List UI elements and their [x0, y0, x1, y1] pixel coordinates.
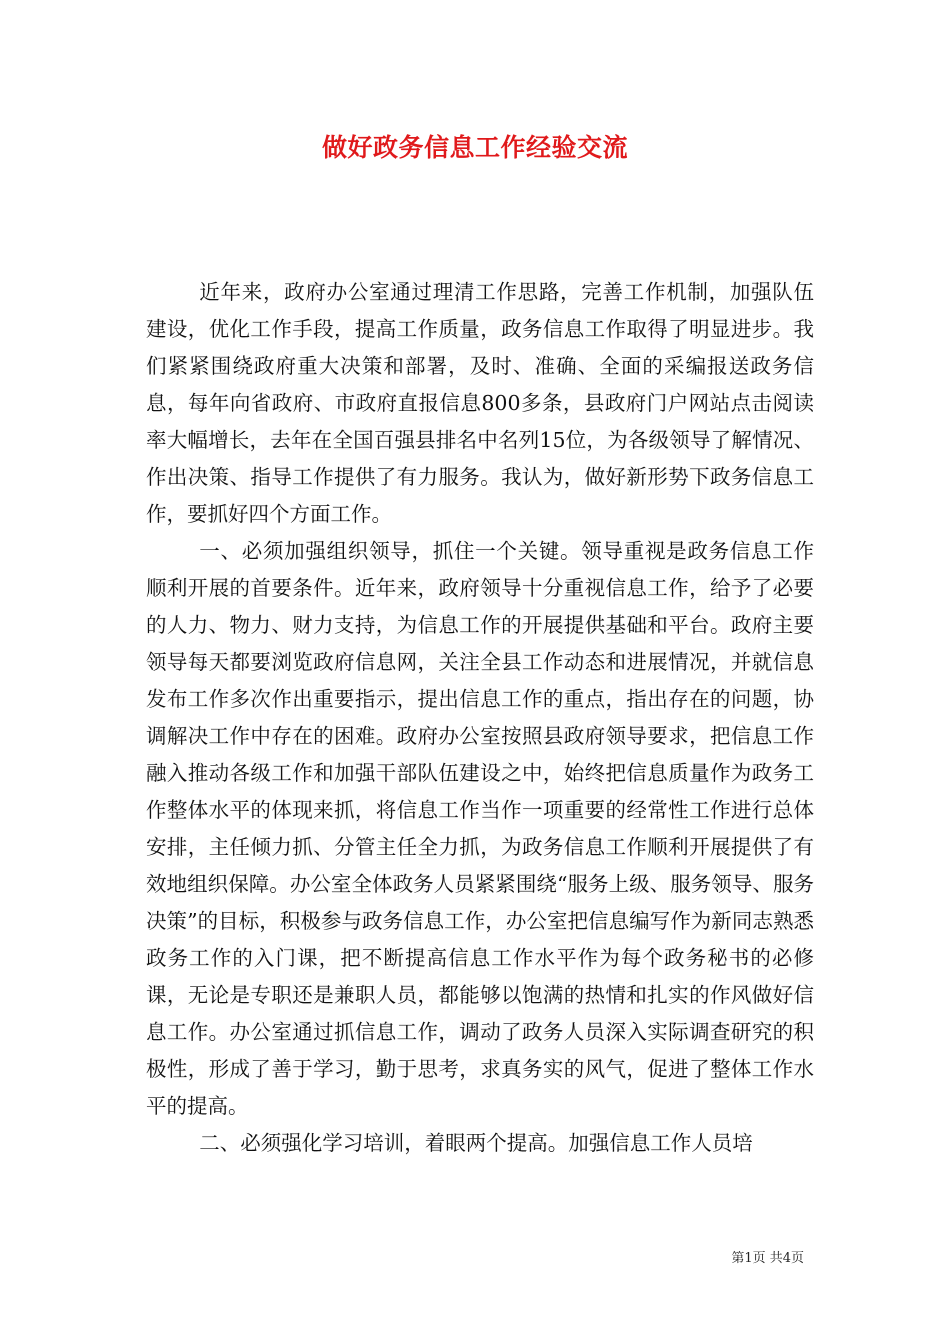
page-number-footer: 第1页 共4页	[731, 1251, 804, 1266]
paragraph-section-two: 二、必须强化学习培训，着眼两个提高。加强信息工作人员培	[199, 1131, 753, 1155]
document-body	[146, 274, 814, 1162]
paragraph-section-one: 一、必须加强组织领导，抓住一个关键。领导重视是政务信息工作顺利开展的首要条件。近年来，政府领导十分重视信息工作，给予了必要的人力、物力、财力支持，为信息工作的开展提供基础和平台。政府主要领导每天都要浏览政府信息网，关注全县工作动态和进展情况，并就信息发布工作多次作出重要指示，提出信息工作的重点，指出存在的问题，协调解决工作中存在的困难。政府办公室按照县政府领导要求，把信息工作融入推动各级工作和加强干部队伍建设之中，始终把信息质量作为政务工作整体水平的体现来抓，将信息工作当作一项重要的经常性工作进行总体安排，主任倾力抓、分管主任全力抓，为政务信息工作顺利开展提供了有效地组织保障。办公室全体政务人员紧紧围绕“服务上级、服务领导、服务决策”的目标，积极参与政务信息工作，办公室把信息编写作为新同志熟悉政务工作的入门课，把不断提高信息工作水平作为每个政务秘书的必修课，无论是专职还是兼职人员，都能够以饱满的热情和扎实的作风做好信息工作。办公室通过抓信息工作，调动了政务人员深入实际调查研究的积极性，形成了善于学习，勤于思考，求真务实的风气，促进了整体工作水平的提高。	[146, 539, 814, 1118]
paragraph-intro: 近年来，政府办公室通过理清工作思路，完善工作机制，加强队伍建设，优化工作手段，提高工作质量，政务信息工作取得了明显进步。我们紧紧围绕政府重大决策和部署，及时、准确、全面的采编报送政务信息，每年向省政府、市政府直报信息800多条，县政府门户网站点击阅读率大幅增长，去年在全国百强县排名中名列15位，为各级领导了解情况、作出决策、指导工作提供了有力服务。我认为，做好新形势下政务信息工作，要抓好四个方面工作。	[146, 280, 814, 526]
document-title: 做好政务信息工作经验交流	[321, 133, 628, 162]
